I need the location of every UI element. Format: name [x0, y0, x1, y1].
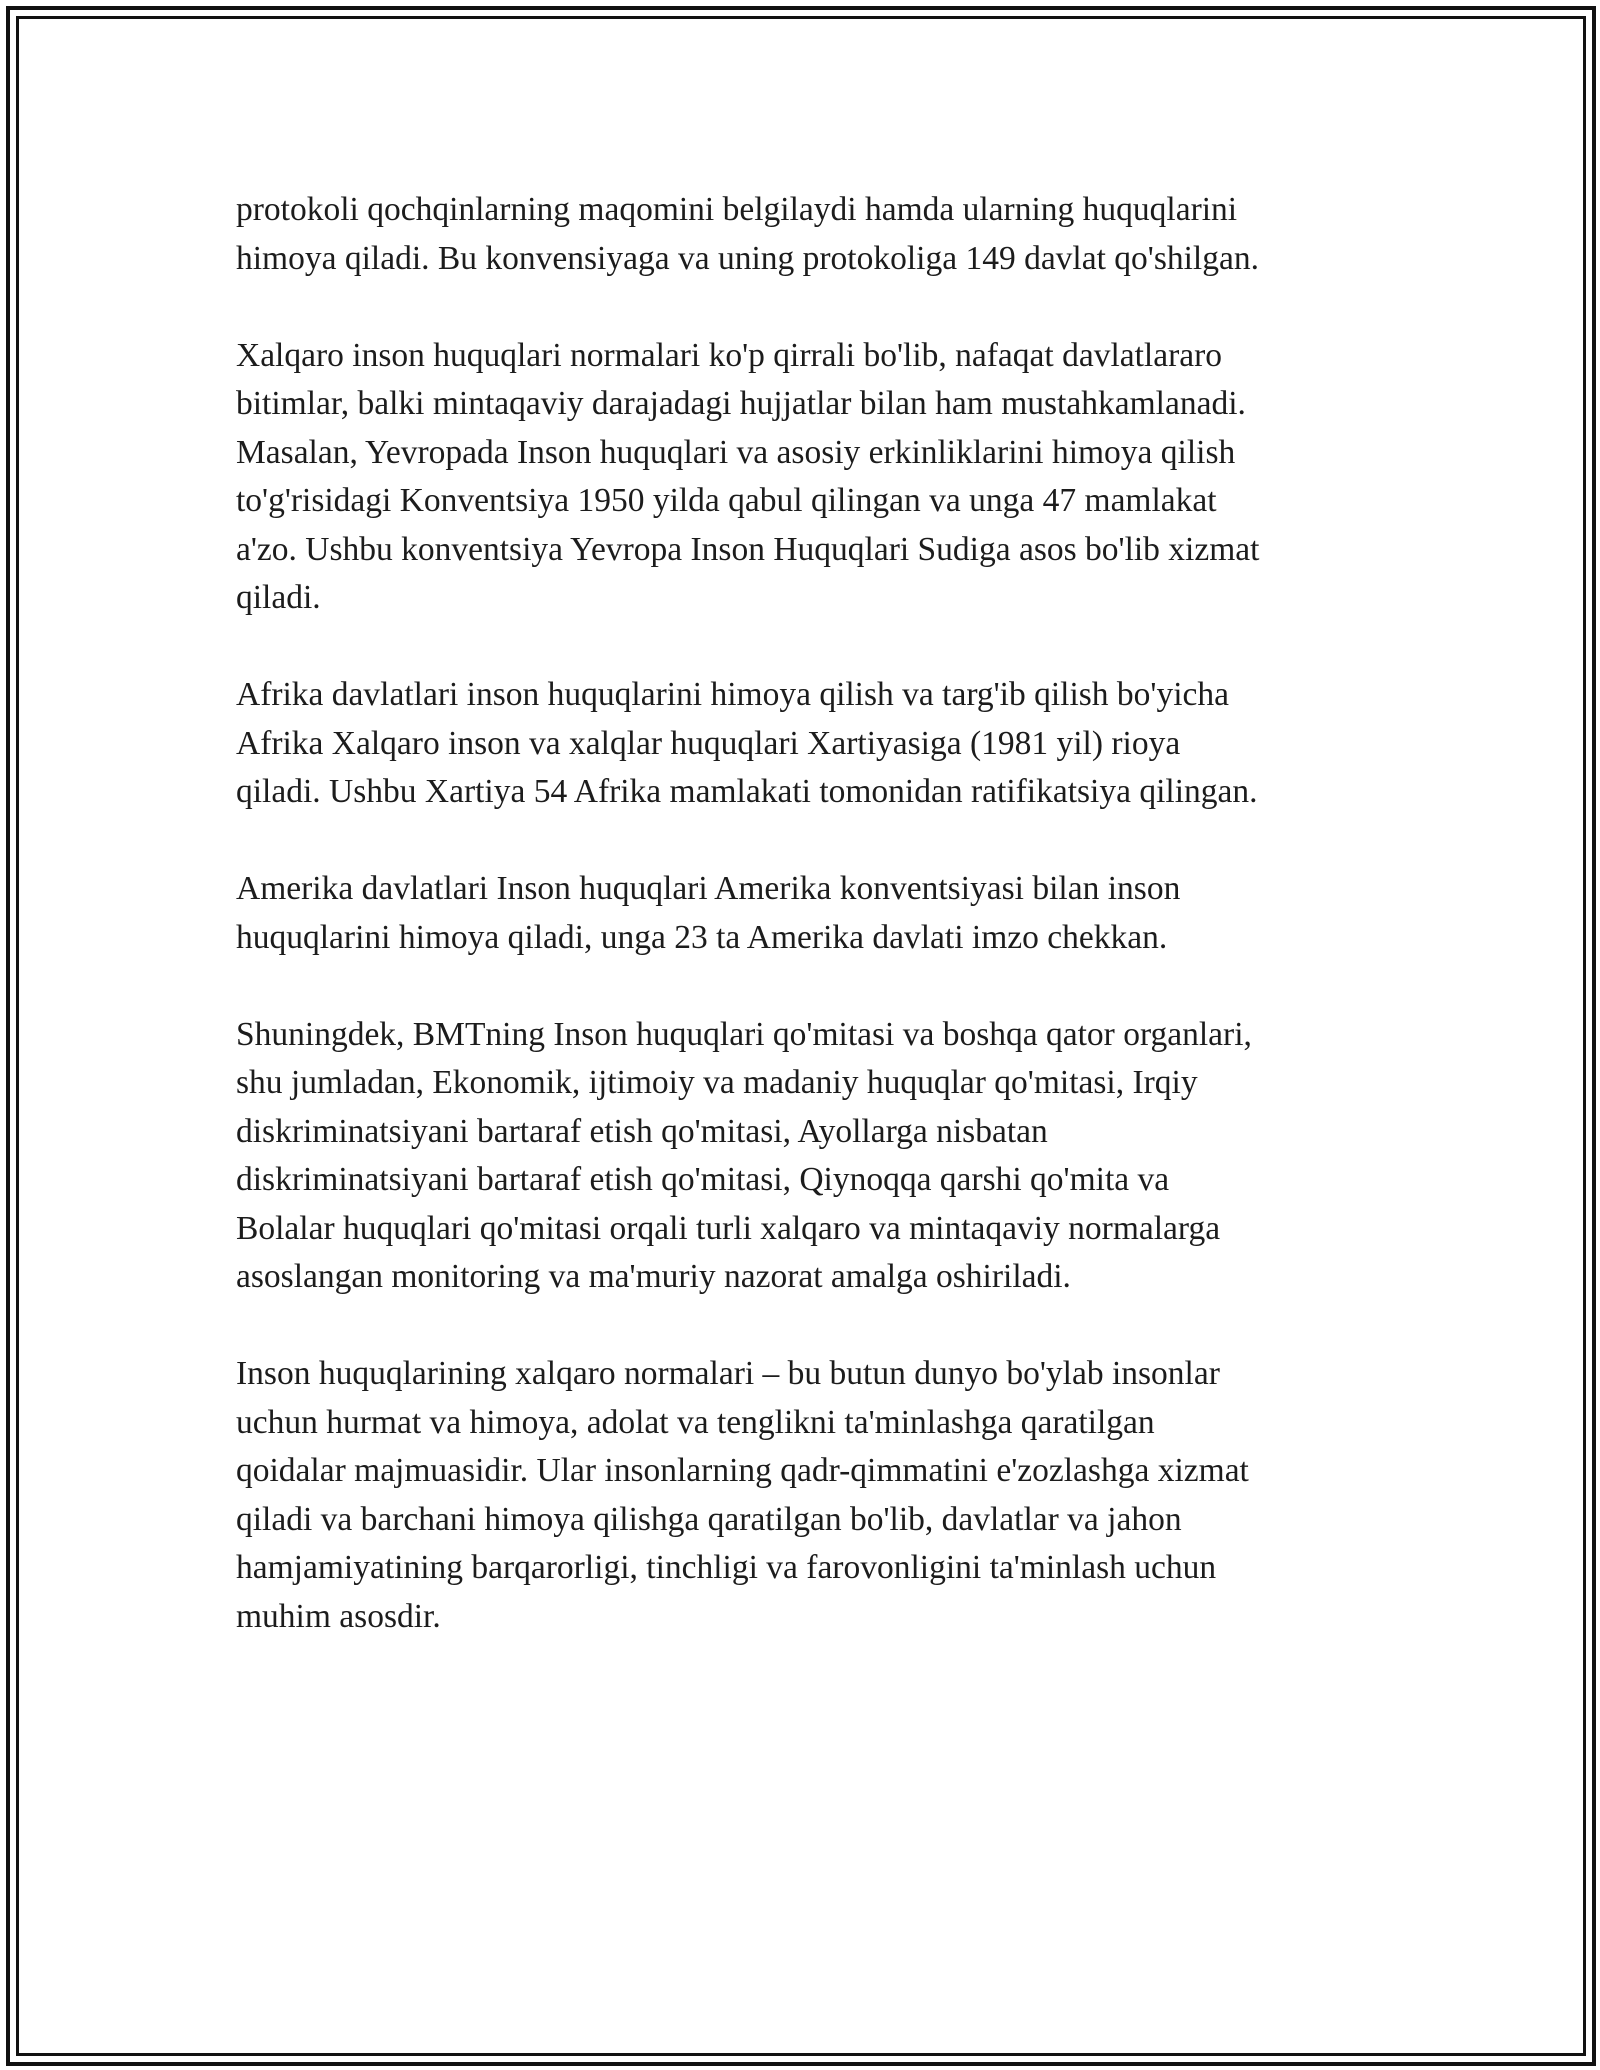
paragraph-america-convention: Amerika davlatlari Inson huquqlari Amerika konventsiyasi bilan inson huquqlarini himoya qiladi, unga 23 ta Amerika davlati imzo chekkan. [236, 870, 1181, 956]
document-body [236, 186, 1366, 1641]
paragraph-un-committees: Shuningdek, BMTning Inson huquqlari qo'mitasi va boshqa qator organlari, shu jumladan, Ekonomik, ijtimoiy va madaniy huquqlar qo'mitasi, Irqiy diskriminatsiyani bartaraf etish qo'mitasi, Ayollarga nisbatan diskriminatsiyani bartaraf etish qo'mitasi, Qiynoqqa qarshi qo'mita va Bolalar huquqlari qo'mitasi orqali turli xalqaro va mintaqaviy normalarga asoslangan monitoring va ma'muriy nazorat amalga oshiriladi. [236, 1015, 1252, 1295]
paragraph-africa-charter: Afrika davlatlari inson huquqlarini himoya qilish va targ'ib qilish bo'yicha Afrika Xalqaro inson va xalqlar huquqlari Xartiyasiga (1981 yil) rioya qiladi. Ushbu Xartiya 54 Afrika mamlakati tomonidan ratifikatsiya qilingan. [236, 676, 1258, 810]
paragraph-refugee-protocol: protokoli qochqinlarning maqomini belgilaydi hamda ularning huquqlarini himoya qiladi. Bu konvensiyaga va uning protokoliga 149 davlat qo'shilgan. [236, 191, 1259, 277]
paragraph-regional-norms-europe: Xalqaro inson huquqlari normalari ko'p qirrali bo'lib, nafaqat davlatlararo bitimlar, balki mintaqaviy darajadagi hujjatlar bilan ham mustahkamlanadi. Masalan, Yevropada Inson huquqlari va asosiy erkinliklarini himoya qilish to'g'risidagi Konventsiya 1950 yilda qabul qilingan va unga 47 mamlakat a'zo. Ushbu konventsiya Yevropa Inson Huquqlari Sudiga asos bo'lib xizmat qiladi. [236, 336, 1260, 616]
paragraph-conclusion: Inson huquqlarining xalqaro normalari – bu butun dunyo bo'ylab insonlar uchun hurmat va himoya, adolat va tenglikni ta'minlashga qaratilgan qoidalar majmuasidir. Ular insonlarning qadr-qimmatini e'zozlashga xizmat qiladi va barchani himoya qilishga qaratilgan bo'lib, davlatlar va jahon hamjamiyatining barqarorligi, tinchligi va farovonligini ta'minlash uchun muhim asosdir. [236, 1355, 1249, 1635]
